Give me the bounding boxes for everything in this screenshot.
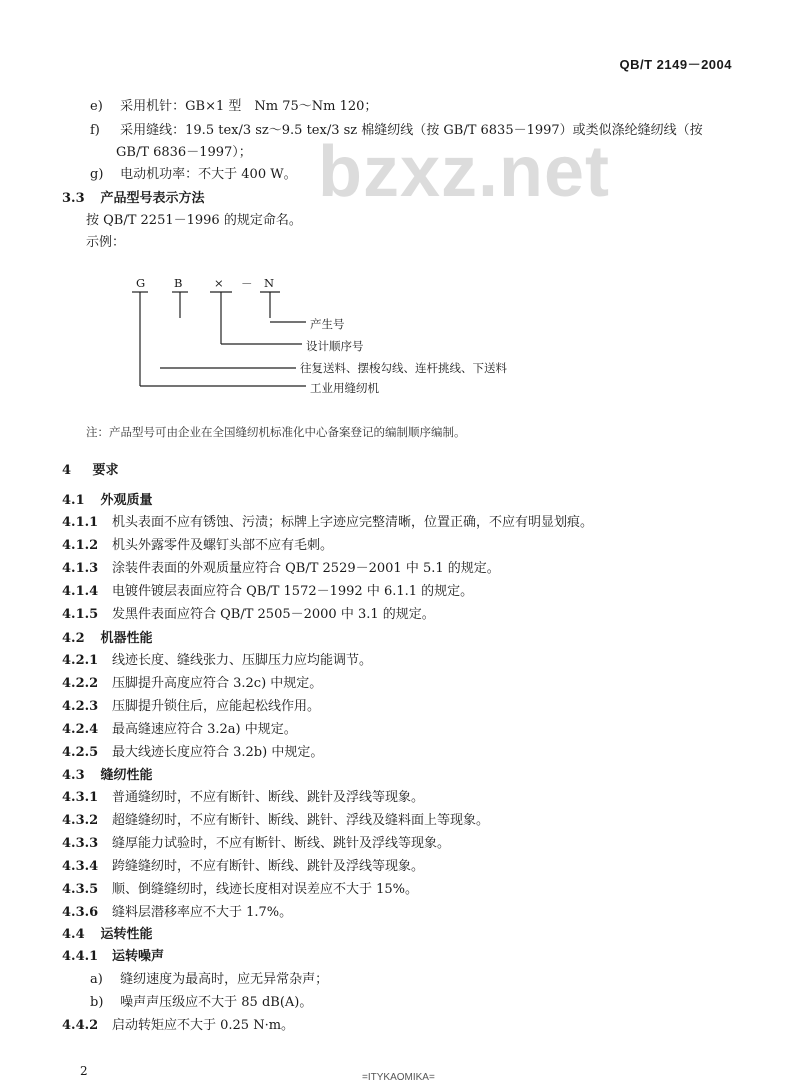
model-letter-g: G (136, 276, 146, 290)
clause-4-2-1: 4.2.1 线迹长度、缝线张力、压脚压力应均能调节。 (62, 653, 373, 668)
clause-4-2-5: 4.2.5 最大线迹长度应符合 3.2b) 中规定。 (62, 745, 324, 760)
watermark: bzxz.net (318, 132, 611, 212)
clause-4-1-3: 4.1.3 涂装件表面的外观质量应符合 QB/T 2529－2001 中 5.1 的规定。 (62, 561, 500, 576)
section-4-4-heading: 4.4 运转性能 (62, 927, 153, 942)
clause-4-3-5: 4.3.5 顺、倒缝缝纫时，线迹长度相对误差应不大于 15%。 (62, 882, 419, 897)
clause-4-4-1-a: a) 缝纫速度为最高时，应无异常杂声； (90, 972, 329, 987)
section-4-3-heading: 4.3 缝纫性能 (62, 768, 153, 783)
clause-4-1-5: 4.1.5 发黑件表面应符合 QB/T 2505－2000 中 3.1 的规定。 (62, 607, 435, 622)
diagram-note: 注：产品型号可由企业在全国缝纫机标准化中心备案登记的编制顺序编制。 (86, 425, 466, 439)
clause-4-3-1: 4.3.1 普通缝纫时，不应有断针、断线、跳针及浮线等现象。 (62, 790, 425, 805)
clause-4-3-6: 4.3.6 缝料层潜移率应不大于 1.7%。 (62, 905, 293, 920)
model-letter-dash: － (241, 277, 253, 291)
model-label-x: 设计顺序号 (306, 339, 364, 353)
clause-4-3-4: 4.3.4 跨缝缝纫时，不应有断针、断线、跳针及浮线等现象。 (62, 859, 425, 874)
model-label-g: 工业用缝纫机 (310, 381, 379, 395)
section-3-3-heading: 3.3 产品型号表示方法 (62, 191, 205, 206)
list-item-g: g) 电动机功率：不大于 400 W。 (90, 167, 297, 182)
clause-4-4-1-b: b) 噪声声压级应不大于 85 dB(A)。 (90, 995, 313, 1010)
model-letter-n: N (264, 276, 275, 290)
section-4-2-heading: 4.2 机器性能 (62, 631, 153, 646)
clause-4-1-2: 4.1.2 机头外露零件及螺钉头部不应有毛刺。 (62, 538, 334, 553)
clause-4-1-4: 4.1.4 电镀件镀层表面应符合 QB/T 1572－1992 中 6.1.1 的规定。 (62, 584, 474, 599)
model-label-n: 产生号 (310, 317, 345, 331)
section-3-3-text: 按 QB/T 2251－1996 的规定命名。 (86, 213, 302, 228)
example-label: 示例： (86, 235, 126, 250)
clause-4-4-1-heading: 4.4.1 运转噪声 (62, 949, 165, 964)
clause-4-2-3: 4.2.3 压脚提升锁住后，应能起松线作用。 (62, 699, 321, 714)
model-label-b: 往复送料、摆梭勾线、连杆挑线、下送料 (300, 361, 507, 375)
standard-code: QB/T 2149－2004 (619, 57, 732, 72)
model-letter-b: B (174, 276, 183, 290)
clause-4-1-1: 4.1.1 机头表面不应有锈蚀、污渍；标牌上字迹应完整清晰，位置正确，不应有明显划痕。 (62, 515, 594, 530)
list-item-f: f) 采用缝线：19.5 tex/3 sz～9.5 tex/3 sz 棉缝纫线（按 GB/T 6835－1997）或类似涤纶缝纫线（按 (90, 123, 703, 138)
clause-4-4-2: 4.4.2 启动转矩应不大于 0.25 N·m。 (62, 1018, 295, 1033)
list-item-e: e) 采用机针：GB×1 型 Nm 75～Nm 120； (90, 99, 378, 114)
clause-4-2-2: 4.2.2 压脚提升高度应符合 3.2c) 中规定。 (62, 676, 323, 691)
clause-4-3-2: 4.3.2 超缝缝纫时，不应有断针、断线、跳针、浮线及缝料面上等现象。 (62, 813, 490, 828)
clause-4-3-3: 4.3.3 缝厚能力试验时，不应有断针、断线、跳针及浮线等现象。 (62, 836, 451, 851)
section-4-1-heading: 4.1 外观质量 (62, 493, 153, 508)
footer-watermark: =ITYKAOMIKA= (362, 1072, 435, 1083)
page-number: 2 (80, 1064, 88, 1078)
clause-4-2-4: 4.2.4 最高缝速应符合 3.2a) 中规定。 (62, 722, 297, 737)
model-letter-x: × (214, 276, 224, 290)
list-item-f-cont: GB/T 6836－1997）； (116, 145, 252, 160)
section-4-heading: 4 要求 (62, 463, 119, 478)
